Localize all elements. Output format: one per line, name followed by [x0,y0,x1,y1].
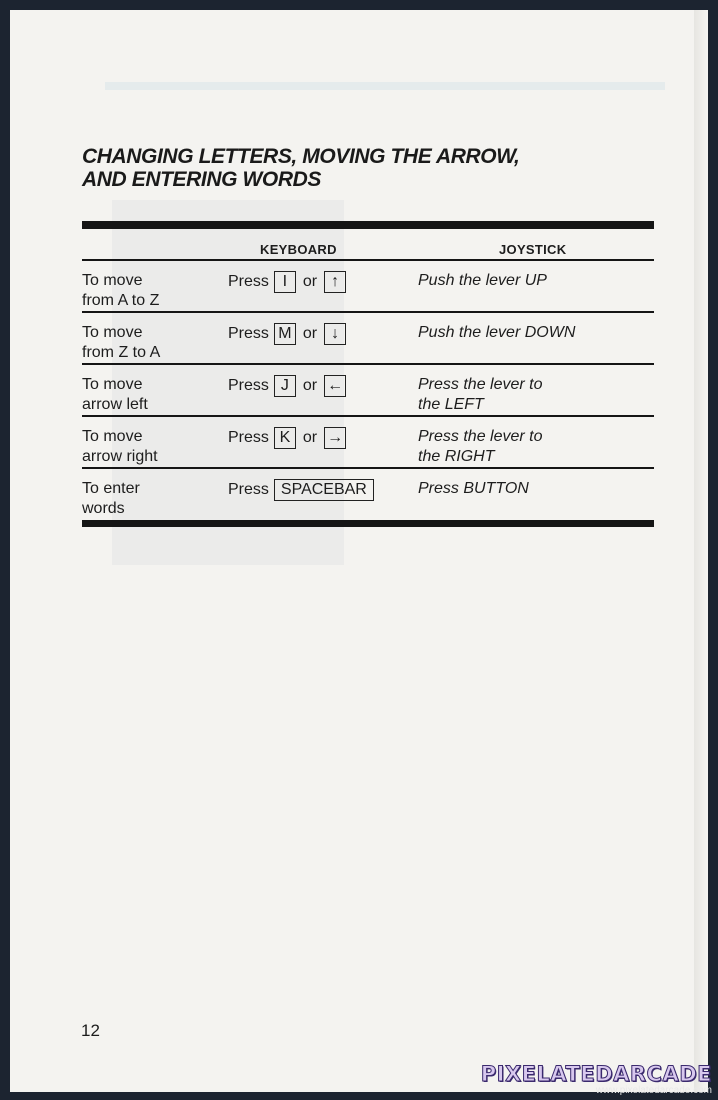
heading-line-2: AND ENTERING WORDS [82,168,321,191]
or-label: or [302,377,318,394]
or-label: or [302,273,318,290]
press-label: Press [228,325,269,342]
section-heading [82,145,520,191]
joystick-cell [418,271,648,291]
action-line: To enter [82,480,140,497]
table-row-move-arrow-left [82,365,654,417]
table-row-move-arrow-right [82,417,654,469]
joystick-line: Push the lever DOWN [418,324,576,341]
joystick-line: Press BUTTON [418,480,529,497]
key-m: M [274,323,296,345]
action-cell [82,479,222,519]
page-edge [694,10,708,1092]
keyboard-cell [228,427,351,449]
table-header [82,229,654,261]
action-line: arrow right [82,448,158,465]
table-row-move-a-to-z [82,261,654,313]
joystick-line: the LEFT [418,396,484,413]
watermark-url: www.pixelatedarcade.com [595,1085,712,1096]
joystick-cell [418,375,648,415]
page-number: 12 [81,1021,100,1040]
table-top-rule [82,221,654,229]
press-label: Press [228,429,269,446]
or-label: or [302,429,318,446]
action-cell [82,375,222,415]
controls-table [82,221,654,527]
joystick-cell [418,427,648,467]
action-line: To move [82,428,143,445]
key-k: K [274,427,296,449]
arrow-up-key-icon: ↑ [324,271,346,293]
arrow-left-key-icon: ← [324,375,346,397]
watermark-logo: PIXELATEDARCADE [480,1062,712,1086]
keyboard-cell [228,323,351,345]
action-line: To move [82,324,143,341]
table-row-move-z-to-a [82,313,654,365]
joystick-line: Press the lever to [418,376,543,393]
joystick-line: the RIGHT [418,448,495,465]
action-line: from Z to A [82,344,161,361]
action-cell [82,271,222,311]
joystick-cell [418,479,648,499]
table-row-enter-words [82,469,654,519]
joystick-line: Push the lever UP [418,272,547,289]
press-label: Press [228,481,269,498]
joystick-line: Press the lever to [418,428,543,445]
action-cell [82,427,222,467]
keyboard-column-header: KEYBOARD [260,242,337,257]
key-i: I [274,271,296,293]
arrow-right-key-icon: → [324,427,346,449]
press-label: Press [228,273,269,290]
action-line: arrow left [82,396,148,413]
key-j: J [274,375,296,397]
heading-line-1: CHANGING LETTERS, MOVING THE ARROW, [82,145,520,168]
action-line: To move [82,376,143,393]
bleed-through-bar [105,82,665,90]
action-line: words [82,500,125,517]
action-line: To move [82,272,143,289]
joystick-cell [418,323,648,343]
watermark [481,1063,712,1097]
press-label: Press [228,377,269,394]
table-bottom-rule [82,520,654,527]
action-line: from A to Z [82,292,160,309]
keyboard-cell [228,271,351,293]
manual-page [10,10,708,1092]
keyboard-cell [228,479,379,501]
keyboard-cell [228,375,351,397]
key-spacebar: SPACEBAR [274,479,374,501]
or-label: or [302,325,318,342]
joystick-column-header: JOYSTICK [499,242,567,257]
arrow-down-key-icon: ↓ [324,323,346,345]
action-cell [82,323,222,363]
